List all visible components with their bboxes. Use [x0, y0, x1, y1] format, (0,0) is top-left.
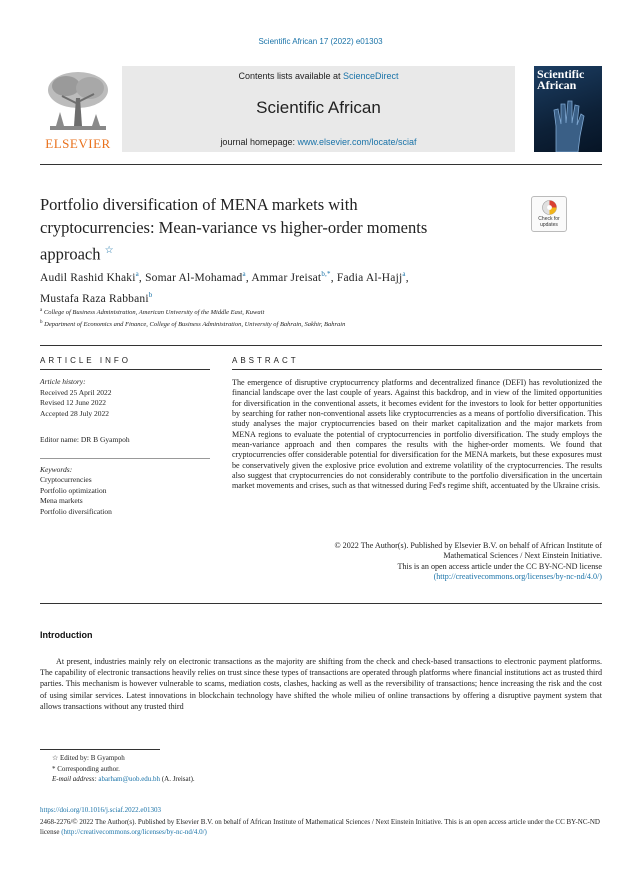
- editor-block: [40, 435, 210, 446]
- affiliations: [40, 306, 600, 329]
- history-accepted: Accepted 28 July 2022: [40, 408, 109, 418]
- publisher-wordmark: ELSEVIER: [45, 136, 111, 151]
- homepage-prefix: journal homepage:: [220, 137, 298, 147]
- title-footnote-star[interactable]: ☆: [104, 245, 114, 256]
- author-separator: ,: [405, 271, 409, 284]
- author-name: Fadia Al-Hajj: [336, 271, 403, 284]
- history-received: Received 25 April 2022: [40, 387, 112, 397]
- author[interactable]: [337, 272, 406, 284]
- journal-reference[interactable]: Scientific African 17 (2022) e01303: [258, 37, 383, 46]
- license-line-2: Mathematical Sciences / Next Einstein Initiative.: [443, 551, 602, 561]
- journal-title: Scientific African: [256, 98, 381, 117]
- cover-title-line-2: African: [537, 78, 577, 92]
- author-name: Somar Al-Mohamad: [145, 271, 243, 284]
- contents-line: [122, 71, 515, 81]
- masthead-banner: [122, 66, 515, 152]
- license-line-3: This is an open access article under the CC BY-NC-ND license: [397, 561, 602, 571]
- elsevier-logo[interactable]: [40, 66, 116, 152]
- author-affiliation-mark[interactable]: b,*: [321, 270, 331, 278]
- author[interactable]: [251, 272, 330, 284]
- author-separator: ,: [330, 271, 337, 284]
- author-affiliation-mark[interactable]: a: [402, 270, 406, 278]
- editor-name: Editor name: DR B Gyampoh: [40, 435, 130, 444]
- keywords-block: [40, 465, 210, 518]
- paper-title-line-3-text: approach: [40, 244, 101, 264]
- keyword-item: Mena markets: [40, 496, 83, 505]
- author-separator: ,: [245, 271, 252, 284]
- article-info-underline: [40, 369, 210, 370]
- article-info: [40, 377, 210, 529]
- copyright-notice: [40, 817, 602, 837]
- keyword-item: Portfolio optimization: [40, 485, 107, 495]
- abstract-underline: [232, 369, 602, 370]
- elsevier-tree-icon: [42, 68, 114, 134]
- abstract-bottom-divider: [40, 603, 602, 604]
- abstract-license: [232, 541, 602, 582]
- article-info-heading: ARTICLE INFO: [40, 356, 131, 365]
- introduction-text: At present, industries mainly rely on electronic transactions as the majority are shifting from the check and check-based transactions to electronic payment platforms. The capability of electronic transactions heavily relies on trust since these types of transactions are operated through platforms where financial institutions act as trusted third parties. This mechanism is however vulnerable to scams, mediation costs, clashes, hacking as well as the reversibility of transactions; hence increasing the risk and the cost of using similar services. Latest innovations in blockchain technology have shifted the whole milieu of online transactions by offering a disruptive payment system that allows transactions without any trusted third: [40, 657, 602, 711]
- license-line-1: © 2022 The Author(s). Published by Elsevier B.V. on behalf of African Institute of: [334, 541, 602, 550]
- author-name: Mustafa Raza Rabbani: [40, 292, 149, 305]
- affiliation-item: [40, 318, 600, 330]
- copyright-text: 2468-2276/© 2022 The Author(s). Published by Elsevier B.V. on behalf of African Institute of Mathematical Sciences / Next Einstein Initiative. This is an open access article under the CC BY-NC-ND license: [40, 818, 600, 836]
- cover-title-line-1: Scientific: [537, 67, 585, 81]
- author-list: [40, 266, 560, 308]
- abstract-text: The emergence of disruptive cryptocurrency platforms and decentralized finance (DEFI) has revolutionized the financial landscape over the last couple of years. Against this backdrop, and in view of the limited opportunities for diversification in the conventional assets, it becomes evident for the investors to look for better opportunities by searching for rather non-conventional assets like cryptocurrencies as a means of portfolio diversification. This study analyses the major cryptocurrencies based on their market capitalization and the major markets from MENA regions to evaluate the potential of cryptocurrencies in portfolio diversification. The study employs the mean-variance approach and then compares the results with the higher-order moments. We found that cryptocurrencies offer considerable potential for diversification for the MENA markets, but these exposures must be conservatively given the explosive price evolution and extreme volatility of the cryptocurrencies. The results also suggest that cryptocurrencies do not considerably contribute to the portfolio diversification in the uncertain market movements and crises, such as that witnessed during Fed's regime shift, accentuated by the Ukraine crisis.: [232, 378, 602, 491]
- keywords-divider: [40, 458, 210, 459]
- check-for-updates-button[interactable]: [531, 196, 567, 232]
- doi-link[interactable]: https://doi.org/10.1016/j.sciaf.2022.e01303: [40, 806, 162, 814]
- footnote-divider: [40, 749, 160, 750]
- keyword-item: Cryptocurrencies: [40, 475, 92, 484]
- homepage-line: [122, 137, 515, 147]
- author-name: Ammar Jreisat: [251, 271, 322, 284]
- author[interactable]: [145, 272, 246, 284]
- header-divider: [40, 164, 602, 165]
- paper-title-line-2: cryptocurrencies: Mean-variance vs higher-order moments: [40, 218, 428, 237]
- affiliation-item: [40, 306, 600, 318]
- journal-cover[interactable]: [534, 66, 602, 152]
- footnote-email: [52, 774, 592, 785]
- contents-prefix: Contents lists available at: [238, 71, 344, 81]
- history-revised: Revised 12 June 2022: [40, 398, 107, 407]
- footnote-edited: ☆ Edited by: B Gyampoh: [52, 754, 125, 762]
- crossmark-label-line-1: Check for: [538, 216, 560, 222]
- affiliation-mark: b: [40, 319, 43, 325]
- paper-title-line-3: [40, 239, 510, 266]
- affiliation-mark: a: [40, 308, 43, 313]
- crossmark-icon: [542, 200, 557, 215]
- affiliation-text: College of Business Administration, American University of the Middle East, Kuwait: [43, 309, 265, 317]
- author-affiliation-mark[interactable]: a: [135, 270, 139, 278]
- author-separator: ,: [138, 271, 146, 284]
- homepage-link[interactable]: www.elsevier.com/locate/sciaf: [297, 137, 417, 147]
- author[interactable]: [40, 272, 139, 284]
- robot-hand-icon: [548, 96, 588, 152]
- paper-title: [40, 193, 510, 266]
- abstract-heading: ABSTRACT: [232, 356, 299, 365]
- author[interactable]: [40, 290, 153, 305]
- article-history: [40, 377, 210, 419]
- sciencedirect-link[interactable]: ScienceDirect: [343, 71, 399, 81]
- author-affiliation-mark[interactable]: a: [242, 270, 246, 278]
- affiliation-text: Department of Economics and Finance, College of Business Administration, University of Bahrain, Sakhir, Bahrain: [44, 320, 346, 328]
- history-label: Article history:: [40, 377, 86, 386]
- keyword-item: Portfolio diversification: [40, 506, 112, 516]
- copyright-license-link[interactable]: (http://creativecommons.org/licenses/by-nc-nd/4.0/): [61, 828, 207, 836]
- license-link[interactable]: (http://creativecommons.org/licenses/by-nc-nd/4.0/): [433, 572, 602, 582]
- footnotes: [52, 753, 592, 785]
- email-link[interactable]: abarham@uob.edu.bh: [98, 775, 161, 783]
- email-suffix: (A. Jreisat).: [160, 775, 195, 783]
- author-name: Audil Rashid Khaki: [40, 271, 136, 284]
- info-divider: [40, 345, 602, 346]
- email-label: E-mail address:: [52, 775, 99, 783]
- author-affiliation-mark[interactable]: b: [148, 290, 153, 299]
- introduction-heading: Introduction: [40, 630, 93, 640]
- keywords-label: Keywords:: [40, 464, 73, 474]
- footnote-corresponding: * Corresponding author.: [52, 764, 120, 773]
- masthead: [40, 66, 602, 152]
- cover-title: [537, 69, 599, 91]
- crossmark-label: [532, 217, 566, 228]
- crossmark-label-line-2: updates: [540, 221, 558, 228]
- paper-title-line-1: Portfolio diversification of MENA markets with: [40, 195, 358, 214]
